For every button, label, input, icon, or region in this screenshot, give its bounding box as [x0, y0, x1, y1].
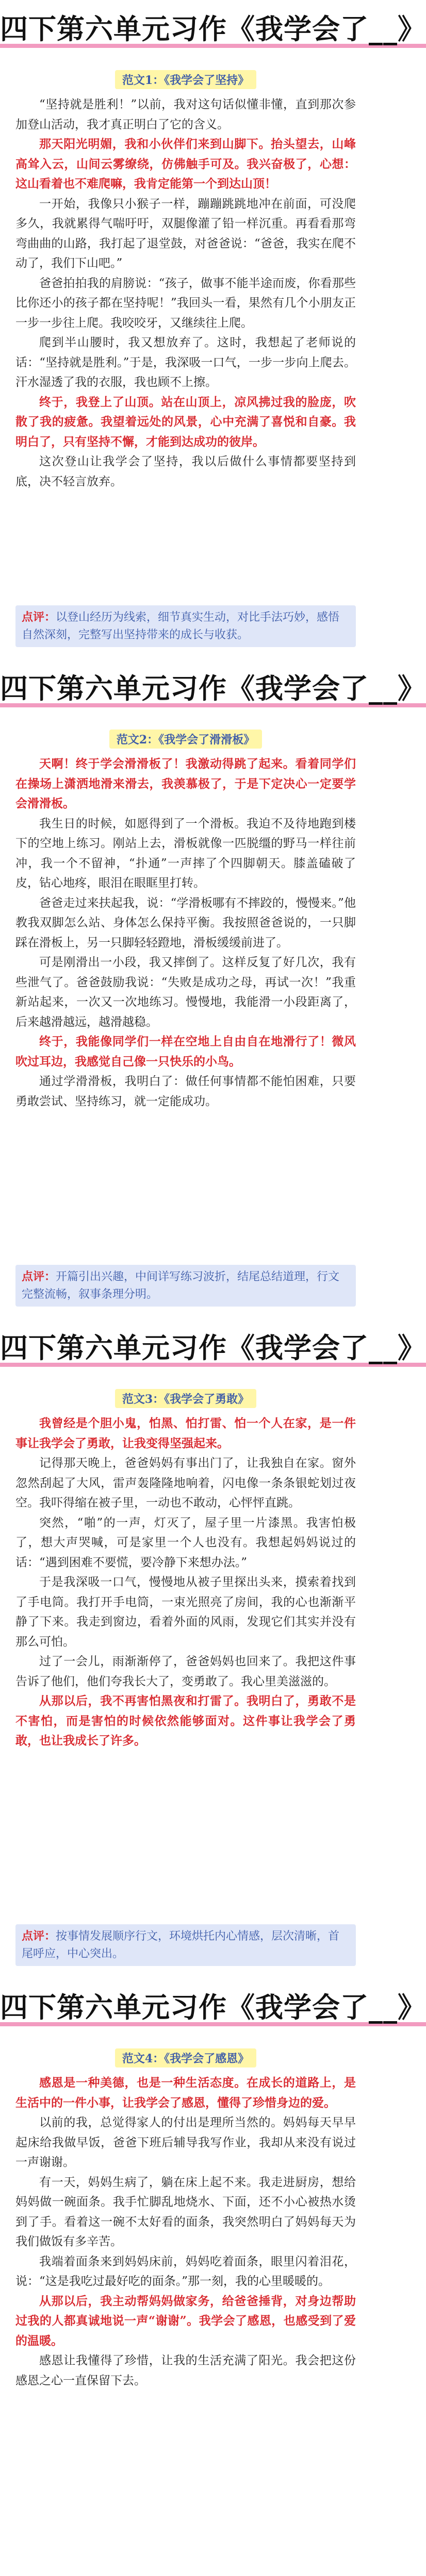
essay-paragraph: 终于，我登上了山顶。站在山顶上，凉风拂过我的脸庞，吹散了我的疲惫。我望着远处的风景，心中充满了喜悦和自豪。我明白了，只有坚持不懈，才能到达成功的彼岸。: [15, 395, 356, 449]
essay-paragraph: 感恩让我懂得了珍惜，让我的生活充满了阳光。我会把这份感恩之心一直保留下去。: [15, 2354, 356, 2387]
section-header: [0, 0, 426, 66]
essay-title: 范文3：《我学会了勇敢》: [115, 1389, 256, 1408]
essay-paragraph: 突然，“啪”的一声，灯灭了，屋子里一片漆黑。我害怕极了，想大声哭喊，可是家里一个人也没有。我想起妈妈说过的话：“遇到困难不要慌，要冷静下来想办法。”: [15, 1516, 356, 1569]
essay-paragraph: “坚持就是胜利！”以前，我对这句话似懂非懂，直到那次参加登山活动，我才真正明白了它的含义。: [15, 98, 356, 131]
essay-title: 范文2：《我学会了滑滑板》: [109, 730, 262, 749]
essay-paragraph: 以前的我，总觉得家人的付出是理所当然的。妈妈每天早早起床给我做早饭，爸爸下班后辅导我写作业，我却从来没有说过一声谢谢。: [15, 2116, 356, 2169]
comment-text: 以登山经历为线索，细节真实生动，对比手法巧妙，感悟自然深刻，完整写出坚持带来的成长与收获。: [22, 611, 340, 641]
essay-title-row: [0, 70, 371, 90]
essay-title-row: [0, 730, 371, 749]
essay-paragraph: 感恩是一种美德，也是一种生活态度。在成长的道路上，是生活中的一件小事，让我学会了感恩，懂得了珍惜身边的爱。: [15, 2076, 356, 2110]
essay-section-1: [0, 0, 426, 659]
essay-paragraph: 可是刚滑出一小段，我又摔倒了。这样反复了好几次，我有些泄气了。爸爸鼓励我说：“失败是成功之母，再试一次！”我重新站起来，一次又一次地练习。慢慢地，我能滑一小段距离了，后来越滑越远，越滑越稳。: [15, 956, 356, 1029]
essay-paragraph: 从那以后，我不再害怕黑夜和打雷了。我明白了，勇敢不是不害怕，而是害怕的时候依然能够面对。这件事让我学会了勇敢，也让我成长了许多。: [15, 1694, 356, 1748]
essay-body: [0, 90, 371, 492]
section-heading: 四下第六单元习作《我学会了__》: [0, 13, 426, 45]
essay-body: [0, 749, 371, 1111]
comment-label: 点评：: [22, 611, 56, 624]
essay-paragraph: 有一天，妈妈生病了，躺在床上起不来。我走进厨房，想给妈妈做一碗面条。我手忙脚乱地烧水、下面，还不小心被热水烫到了手。看着这一碗不太好看的面条，我突然明白了妈妈每天为我们做饭有多辛苦。: [15, 2175, 356, 2248]
comment-label: 点评：: [22, 1270, 56, 1283]
section-heading: 四下第六单元习作《我学会了__》: [0, 1991, 426, 2024]
comment-text: 开篇引出兴趣，中间详写练习波折，结尾总结道理，行文完整流畅，叙事条理分明。: [22, 1270, 340, 1301]
comment-text: 按事情发展顺序行文，环境烘托内心情感，层次清晰，首尾呼应，中心突出。: [22, 1930, 340, 1960]
essay-paragraph: 爸爸走过来扶起我，说：“学滑板哪有不摔跤的，慢慢来。”他教我双脚怎么站、身体怎么保持平衡。我按照爸爸说的，一只脚踩在滑板上，另一只脚轻轻蹬地，滑板缓缓前进了。: [15, 896, 356, 950]
essay-section-3: [0, 1319, 426, 1978]
comment-box: [15, 1265, 356, 1307]
section-header: [0, 659, 426, 725]
essay-section-2: [0, 659, 426, 1319]
essay-paragraph: 通过学滑滑板，我明白了：做任何事情都不能怕困难，只要勇敢尝试、坚持练习，就一定能成功。: [15, 1075, 356, 1108]
comment-label: 点评：: [22, 1929, 56, 1943]
essay-paragraph: 终于，我能像同学们一样在空地上自由自在地滑行了！微风吹过耳边，我感觉自己像一只快乐的小鸟。: [15, 1035, 356, 1069]
essay-paragraph: 爸爸拍拍我的肩膀说：“孩子，做事不能半途而废，你看那些比你还小的孩子都在坚持呢！”我回头一看，果然有几个小朋友正一步一步往上爬。我咬咬牙，又继续往上爬。: [15, 276, 356, 330]
essay-body: [0, 2068, 371, 2391]
essay-paragraph: 从那以后，我主动帮妈妈做家务，给爸爸捶背，对身边帮助过我的人都真诚地说一声“谢谢”。我学会了感恩，也感受到了爱的温暖。: [15, 2294, 356, 2348]
essay-title-row: [0, 1389, 371, 1409]
comment-box: [15, 1924, 356, 1966]
section-heading: 四下第六单元习作《我学会了__》: [0, 1332, 426, 1364]
essay-paragraph: 爬到半山腰时，我又想放弃了。这时，我想起了老师说的话：“坚持就是胜利。”于是，我深吸一口气，一步一步向上爬去。汗水湿透了我的衣服，我也顾不上擦。: [15, 336, 356, 389]
comment-box: [15, 605, 356, 647]
essay-paragraph: 过了一会儿，雨渐渐停了，爸爸妈妈也回来了。我把这件事告诉了他们，他们夸我长大了，变勇敢了。我心里美滋滋的。: [15, 1655, 356, 1688]
essay-title-row: [0, 2048, 371, 2068]
essay-paragraph: 我生日的时候，如愿得到了一个滑板。我迫不及待地跑到楼下的空地上练习。刚站上去，滑板就像一匹脱缰的野马一样往前冲，我一个不留神，“扑通”一声摔了个四脚朝天。膝盖磕破了皮，钻心地疼，眼泪在眼眶里打转。: [15, 817, 356, 890]
essay-paragraph: 记得那天晚上，爸爸妈妈有事出门了，让我独自在家。窗外忽然刮起了大风，雷声轰隆隆地响着，闪电像一条条银蛇划过夜空。我吓得缩在被子里，一动也不敢动，心怦怦直跳。: [15, 1456, 356, 1510]
essay-paragraph: 天啊！终于学会滑滑板了！我激动得跳了起来。看着同学们在操场上潇洒地滑来滑去，我羡慕极了，于是下定决心一定要学会滑滑板。: [15, 757, 356, 810]
essay-body: [0, 1409, 371, 1751]
essay-paragraph: 这次登山让我学会了坚持，我以后做什么事情都要坚持到底，决不轻言放弃。: [15, 455, 356, 488]
section-heading: 四下第六单元习作《我学会了__》: [0, 672, 426, 705]
essay-paragraph: 我曾经是个胆小鬼，怕黑、怕打雷、怕一个人在家，是一件事让我学会了勇敢，让我变得坚强起来。: [15, 1416, 356, 1450]
essay-paragraph: 我端着面条来到妈妈床前，妈妈吃着面条，眼里闪着泪花，说：“这是我吃过最好吃的面条。”那一刻，我的心里暖暖的。: [15, 2255, 356, 2288]
section-header: [0, 1319, 426, 1385]
essay-section-4: [0, 1978, 426, 2576]
section-header: [0, 1978, 426, 2044]
essay-paragraph: 那天阳光明媚，我和小伙伴们来到山脚下。抬头望去，山峰高耸入云，山间云雾缭绕，仿佛触手可及。我兴奋极了，心想：这山看着也不难爬嘛，我肯定能第一个到达山顶！: [15, 137, 356, 191]
essay-paragraph: 于是我深吸一口气，慢慢地从被子里探出头来，摸索着找到了手电筒。我打开手电筒，一束光照亮了房间，我的心也渐渐平静了下来。我走到窗边，看着外面的风雨，发现它们其实并没有那么可怕。: [15, 1575, 356, 1649]
essay-title: 范文1：《我学会了坚持》: [115, 70, 256, 89]
essay-paragraph: 一开始，我像只小猴子一样，蹦蹦跳跳地冲在前面，可没爬多久，我就累得气喘吁吁，双腿像灌了铅一样沉重。再看看那弯弯曲曲的山路，我打起了退堂鼓，对爸爸说：“爸爸，我实在爬不动了，我们下山吧。”: [15, 197, 356, 270]
essay-title: 范文4：《我学会了感恩》: [115, 2048, 256, 2067]
